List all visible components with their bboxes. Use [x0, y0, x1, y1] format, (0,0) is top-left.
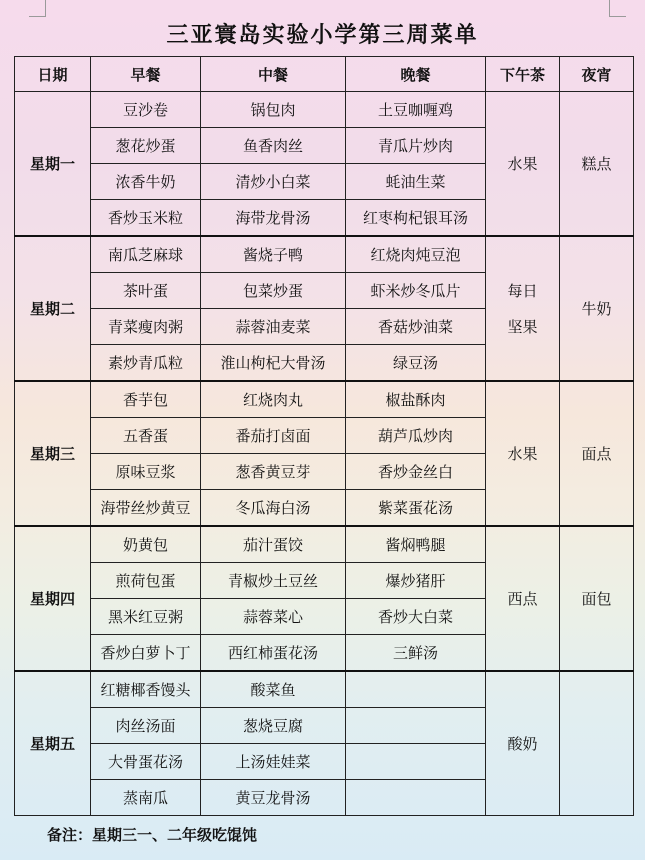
- breakfast-cell: 蒸南瓜: [91, 780, 201, 816]
- lunch-cell: 红烧肉丸: [201, 381, 346, 418]
- night-snack-cell: 糕点: [560, 92, 634, 237]
- dinner-cell: [346, 744, 486, 780]
- breakfast-cell: 海带丝炒黄豆: [91, 490, 201, 527]
- breakfast-cell: 南瓜芝麻球: [91, 236, 201, 273]
- lunch-cell: 包菜炒蛋: [201, 273, 346, 309]
- breakfast-cell: 肉丝汤面: [91, 708, 201, 744]
- afternoon-tea-item: 水果: [507, 444, 538, 463]
- afternoon-tea-item: 西点: [507, 589, 538, 608]
- afternoon-tea-lines: [486, 273, 559, 345]
- dinner-cell: 葫芦瓜炒肉: [346, 418, 486, 454]
- breakfast-cell: 青菜瘦肉粥: [91, 309, 201, 345]
- day-cell: 星期三: [15, 381, 91, 526]
- lunch-cell: 酸菜鱼: [201, 671, 346, 708]
- breakfast-cell: 奶黄包: [91, 526, 201, 563]
- breakfast-cell: 香炒玉米粒: [91, 200, 201, 237]
- menu-table: [14, 56, 634, 816]
- afternoon-tea-item: 水果: [507, 154, 538, 173]
- breakfast-cell: 茶叶蛋: [91, 273, 201, 309]
- lunch-cell: 淮山枸杞大骨汤: [201, 345, 346, 382]
- page-corner-mark-left: [29, 0, 46, 17]
- lunch-cell: 海带龙骨汤: [201, 200, 346, 237]
- page-corner-mark-right: [609, 0, 626, 17]
- menu-row: [15, 671, 634, 708]
- night-snack-cell: [560, 671, 634, 816]
- menu-row: [15, 92, 634, 128]
- dinner-cell: 椒盐酥肉: [346, 381, 486, 418]
- afternoon-tea-lines: [486, 726, 559, 762]
- lunch-cell: 蒜蓉油麦菜: [201, 309, 346, 345]
- afternoon-tea-cell: [486, 236, 560, 381]
- breakfast-cell: 黑米红豆粥: [91, 599, 201, 635]
- breakfast-cell: 煎荷包蛋: [91, 563, 201, 599]
- breakfast-cell: 素炒青瓜粒: [91, 345, 201, 382]
- dinner-cell: [346, 780, 486, 816]
- dinner-cell: 绿豆汤: [346, 345, 486, 382]
- dinner-cell: [346, 671, 486, 708]
- lunch-cell: 鱼香肉丝: [201, 128, 346, 164]
- lunch-cell: 蒜蓉菜心: [201, 599, 346, 635]
- breakfast-cell: 葱花炒蛋: [91, 128, 201, 164]
- dinner-cell: 蚝油生菜: [346, 164, 486, 200]
- lunch-cell: 酱烧子鸭: [201, 236, 346, 273]
- afternoon-tea-cell: [486, 381, 560, 526]
- night-snack-cell: 牛奶: [560, 236, 634, 381]
- breakfast-cell: 红糖椰香馒头: [91, 671, 201, 708]
- header-night-snack: 夜宵: [560, 57, 634, 92]
- dinner-cell: 紫菜蛋花汤: [346, 490, 486, 527]
- breakfast-cell: 香炒白萝卜丁: [91, 635, 201, 672]
- afternoon-tea-lines: [486, 581, 559, 617]
- lunch-cell: 清炒小白菜: [201, 164, 346, 200]
- breakfast-cell: 豆沙卷: [91, 92, 201, 128]
- night-snack-cell: 面包: [560, 526, 634, 671]
- lunch-cell: 上汤娃娃菜: [201, 744, 346, 780]
- lunch-cell: 西红柿蛋花汤: [201, 635, 346, 672]
- dinner-cell: 香菇炒油菜: [346, 309, 486, 345]
- menu-row: [15, 526, 634, 563]
- afternoon-tea-item: 酸奶: [507, 734, 538, 753]
- header-afternoon-tea: 下午茶: [486, 57, 560, 92]
- lunch-cell: 青椒炒土豆丝: [201, 563, 346, 599]
- day-cell: 星期四: [15, 526, 91, 671]
- lunch-cell: 黄豆龙骨汤: [201, 780, 346, 816]
- afternoon-tea-item: 每日: [507, 281, 538, 300]
- breakfast-cell: 五香蛋: [91, 418, 201, 454]
- lunch-cell: 番茄打卤面: [201, 418, 346, 454]
- breakfast-cell: 原味豆浆: [91, 454, 201, 490]
- header-date: 日期: [15, 57, 91, 92]
- header-dinner: 晚餐: [346, 57, 486, 92]
- day-cell: 星期一: [15, 92, 91, 237]
- day-cell: 星期二: [15, 236, 91, 381]
- day-cell: 星期五: [15, 671, 91, 816]
- header-breakfast: 早餐: [91, 57, 201, 92]
- menu-row: [15, 236, 634, 273]
- footnote: 备注：星期三一、二年级吃馄饨: [47, 826, 258, 844]
- dinner-cell: 土豆咖喱鸡: [346, 92, 486, 128]
- afternoon-tea-lines: [486, 436, 559, 472]
- dinner-cell: 爆炒猪肝: [346, 563, 486, 599]
- afternoon-tea-lines: [486, 146, 559, 182]
- breakfast-cell: 大骨蛋花汤: [91, 744, 201, 780]
- afternoon-tea-item: 坚果: [507, 317, 538, 336]
- header-row: [15, 57, 634, 92]
- lunch-cell: 锅包肉: [201, 92, 346, 128]
- breakfast-cell: 浓香牛奶: [91, 164, 201, 200]
- dinner-cell: 香炒大白菜: [346, 599, 486, 635]
- dinner-cell: 香炒金丝白: [346, 454, 486, 490]
- lunch-cell: 冬瓜海白汤: [201, 490, 346, 527]
- lunch-cell: 葱香黄豆芽: [201, 454, 346, 490]
- dinner-cell: [346, 708, 486, 744]
- menu-body: [15, 92, 634, 816]
- breakfast-cell: 香芋包: [91, 381, 201, 418]
- dinner-cell: 青瓜片炒肉: [346, 128, 486, 164]
- afternoon-tea-cell: [486, 526, 560, 671]
- dinner-cell: 红枣枸杞银耳汤: [346, 200, 486, 237]
- page-title: 三亚寰岛实验小学第三周菜单: [166, 23, 479, 48]
- menu-row: [15, 381, 634, 418]
- header-lunch: 中餐: [201, 57, 346, 92]
- lunch-cell: 葱烧豆腐: [201, 708, 346, 744]
- night-snack-cell: 面点: [560, 381, 634, 526]
- dinner-cell: 红烧肉炖豆泡: [346, 236, 486, 273]
- afternoon-tea-cell: [486, 92, 560, 237]
- dinner-cell: 酱焖鸭腿: [346, 526, 486, 563]
- dinner-cell: 三鲜汤: [346, 635, 486, 672]
- afternoon-tea-cell: [486, 671, 560, 816]
- dinner-cell: 虾米炒冬瓜片: [346, 273, 486, 309]
- lunch-cell: 茄汁蛋饺: [201, 526, 346, 563]
